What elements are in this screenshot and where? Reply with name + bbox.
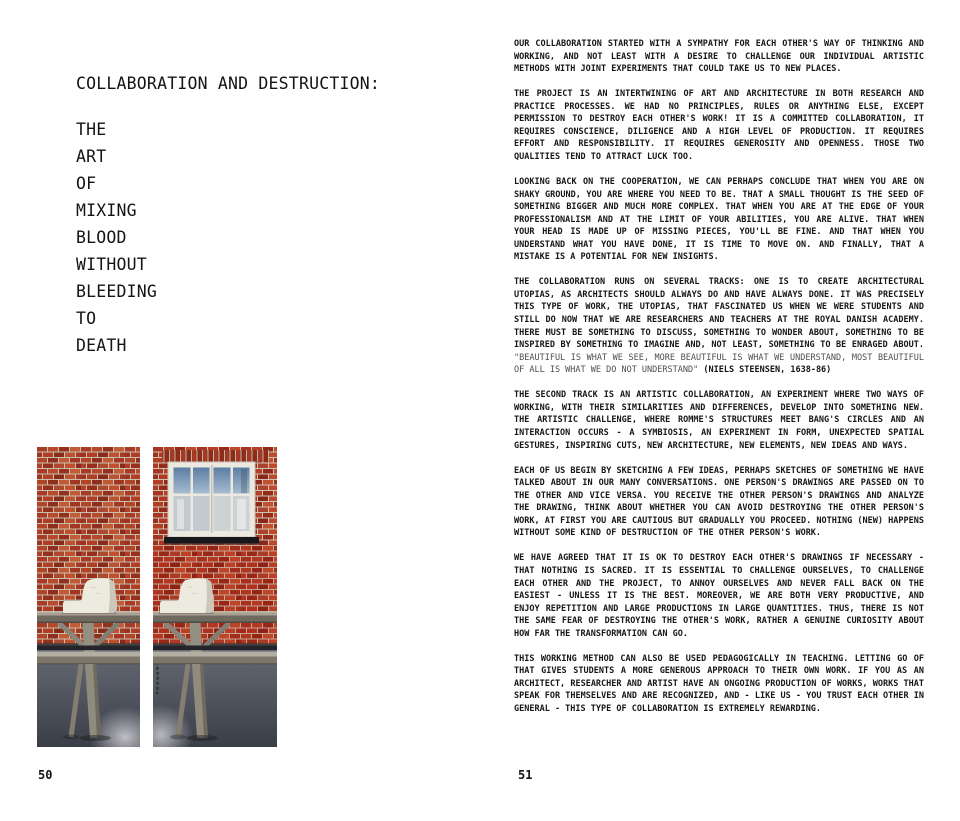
body-paragraph: LOOKING BACK ON THE COOPERATION, WE CAN PERHAPS CONCLUDE THAT WHEN YOU ARE ON SHAKY GROUND, YOU ARE WHERE YOU NEED TO BE. THAT A SMALL THOUGHT IS THE SEED OF SOMETHING BIGGER AND MUCH MORE COMPLEX. THAT WHEN YOU ARE AT THE EDGE OF YOUR PROFESSIONALISM AND AT THE LIMIT OF YOUR ABILITIES, YOU ARE ALIVE. THAT WHEN YOUR HEAD IS MADE UP OF MISSING PIECES, YOU'LL BE FINE. AND THAT WHEN YOU UNDERSTAND WHAT YOU HAVE DONE, IT IS TIME TO MOVE ON. AND FINALLY, THAT A MISTAKE IS A POTENTIAL FOR NEW INSIGHTS.	[514, 177, 924, 263]
body-paragraph: EACH OF US BEGIN BY SKETCHING A FEW IDEAS, PERHAPS SKETCHES OF SOMETHING WE HAVE TALKED ABOUT IN OUR MANY CONVERSATIONS. ONE PERSON'S DRAWINGS ARE PASSED ON TO THE OTHER AND VICE VERSA. YOU RECEIVE THE OTHER PERSON'S DRAWINGS AND ANALYZE THE DRAWING, THINK ABOUT WHETHER YOU CAN AVOID DESTROYING THE OTHER PERSON'S WORK, AT FIRST YOU ARE CAUTIOUS BUT GRADUALLY YOU PROCEED. NOTHING (NEW) HAPPENS WITHOUT SOME KIND OF DESTRUCTION OF THE OTHER PERSON'S WORK.	[514, 465, 924, 539]
subtitle-word: THE	[76, 120, 107, 139]
photo-chair-cast-right	[153, 447, 277, 747]
quote-attribution: (NIELS STEENSEN, 1638-86)	[703, 365, 832, 376]
subtitle-word: BLOOD	[76, 228, 127, 247]
essay-text-column	[514, 38, 924, 728]
page-number-right: 51	[518, 768, 533, 782]
subtitle-word: ART	[76, 147, 107, 166]
subtitle-word: OF	[76, 174, 97, 193]
subtitle-word-list	[76, 116, 157, 359]
body-paragraph-with-quote: THE COLLABORATION RUNS ON SEVERAL TRACKS: ONE IS TO CREATE ARCHITECTURAL UTOPIAS, AS ARCHITECTS SHOULD ALWAYS DO AND HAVE ALWAYS DONE. IT WAS PRECISELY THIS TYPE OF WORK, THE UTOPIAS, THAT FASCINATED US WHEN WE WERE STUDENTS AND STILL DO NOW THAT WE ARE RESEARCHERS AND TEACHERS AT THE ROYAL DANISH ACADEMY. THERE MUST BE SOMETHING TO DISCUSS, SOMETHING TO WONDER ABOUT, SOMETHING TO BE INSPIRED BY SOMETHING TO IMAGINE AND, NOT LEAST, SOMETHING TO BE ENRAGED ABOUT. "BEAUTIFUL IS WHAT WE SEE, MORE BEAUTIFUL IS WHAT WE UNDERSTAND, MOST BEAUTIFUL OF ALL IS WHAT WE DO NOT UNDERSTAND" (NIELS STEENSEN, 1638-86)	[514, 277, 924, 376]
body-paragraph: THE PROJECT IS AN INTERTWINING OF ART AND ARCHITECTURE IN BOTH RESEARCH AND PRACTICE PROCESSES. WE HAD NO PRINCIPLES, RULES OR ANYTHING ELSE, EXCEPT PERMISSION TO DESTROY EACH OTHER'S WORK! IT IS A COMMITTED COLLABORATION, IT REQUIRES CONSCIENCE, DILIGENCE AND A HIGH LEVEL OF PRODUCTION. IT REQUIRES EFFORT AND RESPONSIBILITY. IT REQUIRES GENEROSITY AND OPENNESS. THOSE TWO QUALITIES TEND TO ATTRACT LUCK TOO.	[514, 89, 924, 162]
photo-chair-cast-left	[37, 447, 140, 747]
soldier-brick-course	[162, 450, 269, 462]
body-paragraph: WE HAVE AGREED THAT IT IS OK TO DESTROY EACH OTHER'S DRAWINGS IF NECESSARY - THAT NOTHING IS SACRED. IT IS ESSENTIAL TO CHALLENGE OURSELVES, TO CHALLENGE EACH OTHER AND THE PROJECT, TO ANNOY OURSELVES AND NEVER FALL BACK ON THE EASIEST - UNLESS IT IS THE BEST. MOREOVER, WE ARE BOTH VERY PRODUCTIVE, AND ENJOY REPETITION AND LARGE PRODUCTIONS IN LARGE QUANTITIES. THUS, THERE IS NOT THE SAME FEAR OF DESTROYING THE OTHER'S WORK, RATHER A GENUINE CURIOSITY ABOUT HOW FAR THE TRANSFORMATION CAN GO.	[514, 553, 924, 639]
body-paragraph: THE SECOND TRACK IS AN ARTISTIC COLLABORATION, AN EXPERIMENT WHERE TWO WAYS OF WORKING, WITH THEIR SIMILARITIES AND DIFFERENCES, DEVELOP INTO SOMETHING NEW. THE ARTISTIC CHALLENGE, WHERE ROMME'S STRUCTURES MEET BANG'S CIRCLES AND AN INTERACTION OCCURS - A SYMBIOSIS, AN EXPERIMENT IN FORM, UNEXPECTED SPATIAL GESTURES, INSPIRING CUTS, NEW ARCHITECTURE, NEW ELEMENTS, NEW IDEAS AND WAYS.	[514, 390, 924, 451]
page-number-left: 50	[38, 768, 53, 782]
bench	[153, 652, 277, 665]
window	[164, 462, 259, 545]
subtitle-word: TO	[76, 309, 97, 328]
body-paragraph: THIS WORKING METHOD CAN ALSO BE USED PEDAGOGICALLY IN TEACHING. LETTING GO OF THAT GIVES STUDENTS A MORE GENEROUS APPROACH TO THEIR OWN WORK. IF YOU AS AN ARCHITECT, RESEARCHER AND ARTIST HAVE AN ONGOING PRODUCTION OF WORKS, WORKS THAT SPEAK FOR THEMSELVES AND ARE RECOGNIZED, AND - LIKE US - YOU TRUST EACH OTHER IN GENERAL - THIS TYPE OF COLLABORATION IS EXTREMELY REWARDING.	[514, 653, 924, 714]
body-paragraph: OUR COLLABORATION STARTED WITH A SYMPATHY FOR EACH OTHER'S WAY OF THINKING AND WORKING, AND NOT LEAST WITH A DESIRE TO CHALLENGE OUR INDIVIDUAL ARTISTIC METHODS WITH JOINT EXPERIMENTS THAT COULD TAKE US TO NEW PLACES.	[514, 39, 924, 75]
subtitle-word: BLEEDING	[76, 282, 158, 301]
page-title: COLLABORATION AND DESTRUCTION:	[76, 74, 381, 93]
subtitle-word: DEATH	[76, 336, 127, 355]
subtitle-word: WITHOUT	[76, 255, 147, 274]
bench	[37, 652, 140, 665]
steensen-quote: "BEAUTIFUL IS WHAT WE SEE, MORE BEAUTIFUL IS WHAT WE UNDERSTAND, MOST BEAUTIFUL OF ALL IS WHAT WE DO NOT UNDERSTAND"	[514, 352, 924, 376]
subtitle-word: MIXING	[76, 201, 137, 220]
window-sill	[164, 537, 259, 544]
